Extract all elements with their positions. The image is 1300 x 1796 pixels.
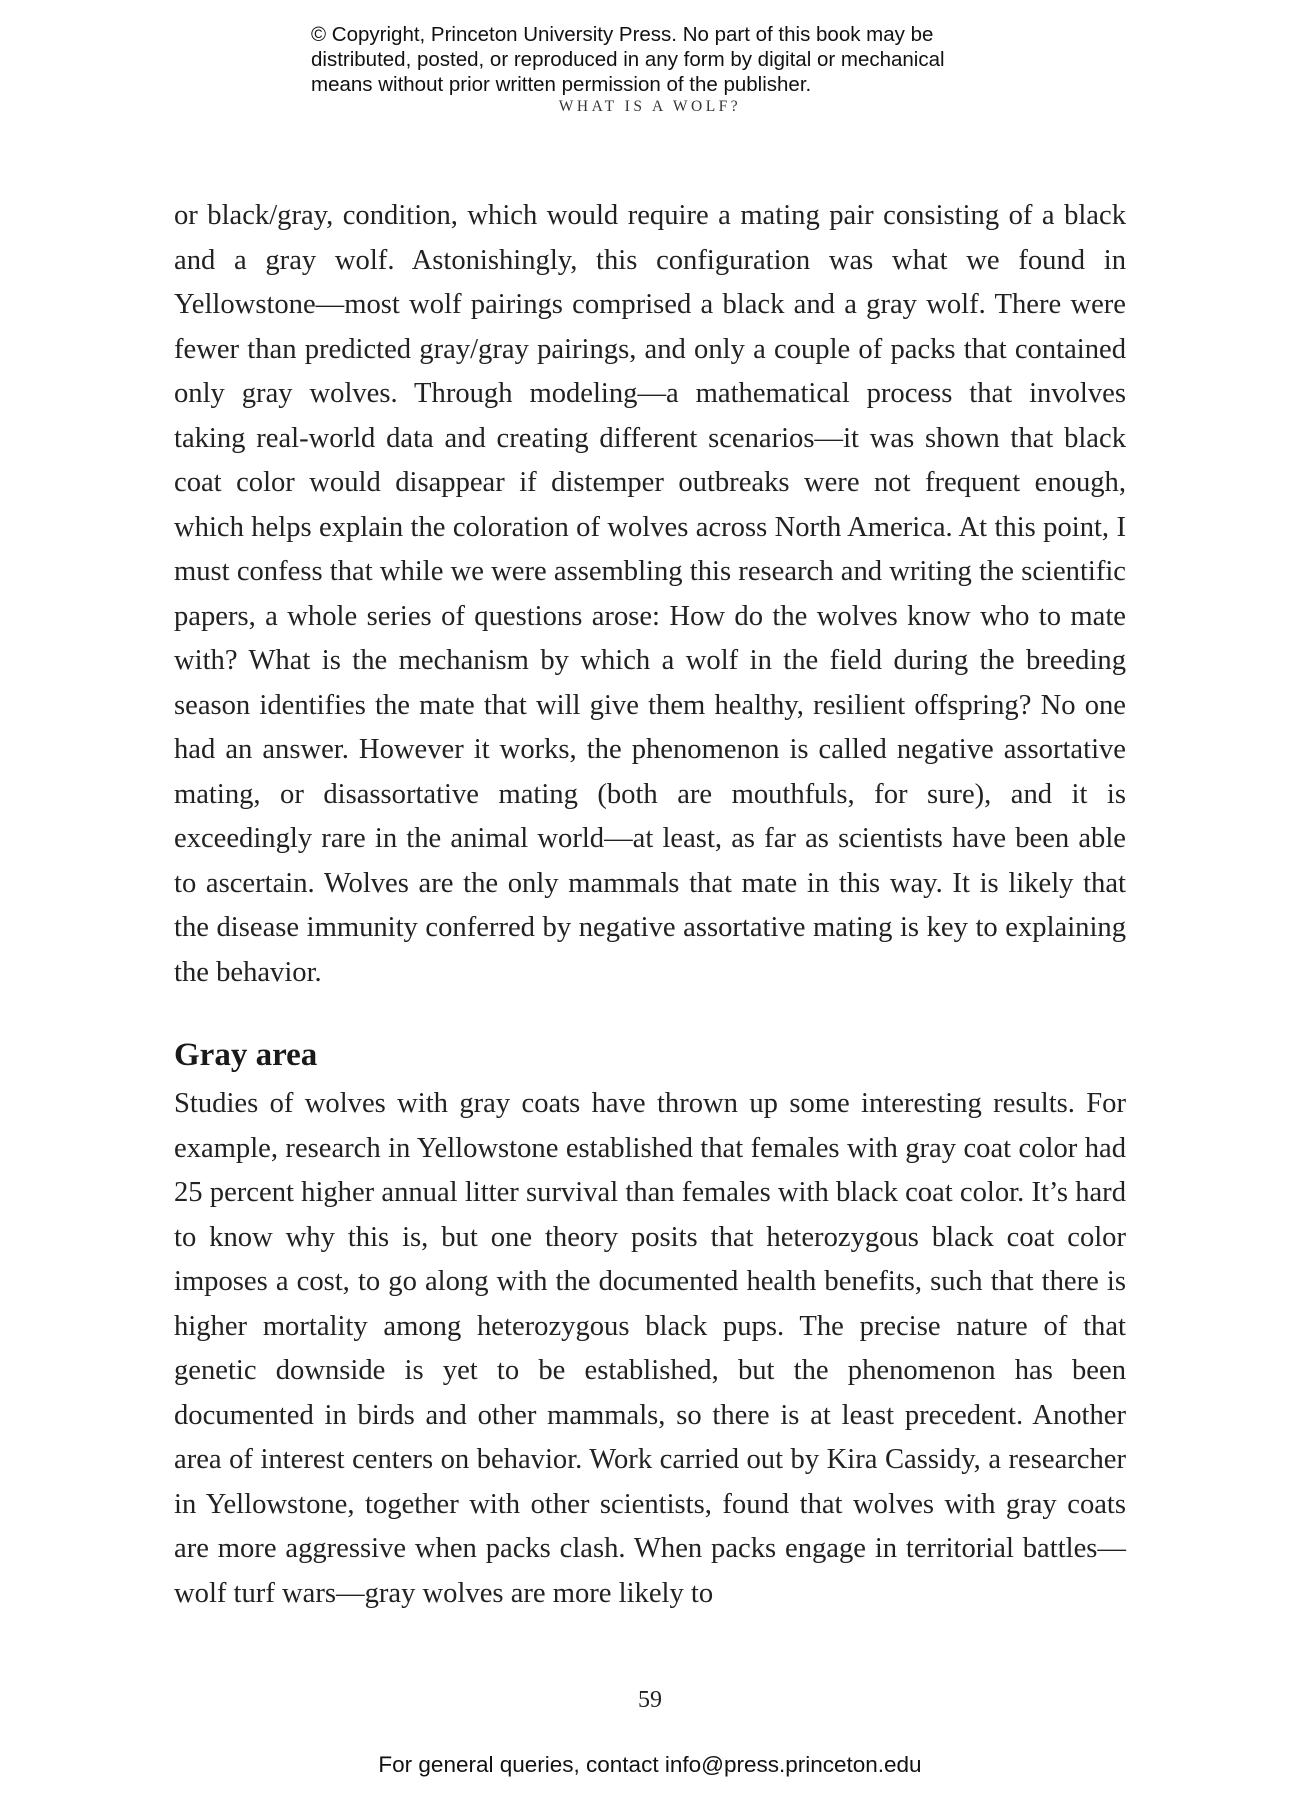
paragraph-text: Studies of wolves with gray coats have thrown up some interesting results. For example, research in Yellowstone established that females with gray coat color had 25 percent higher annual litter survival than females with black coat color. It’s hard to know why this is, but one theory posits that heterozygous black coat color imposes a cost, to go along with the documented health benefits, such that there is higher mortality among heterozygous black pups. The precise nature of that genetic downside is yet to be established, but the phenomenon has been documented in birds and other mammals, so there is at least precedent. Another area of interest centers on behavior. Work carried out by Kira Cassidy, a researcher in Yellowstone, together with other scientists, found that wolves with gray coats are more aggressive when packs clash. When packs engage in territorial battles—wolf turf wars—gray wolves are more likely to <box>174 1088 1126 1609</box>
footer-contact: For general queries, contact info@press.princeton.edu <box>378 1752 922 1777</box>
page-number: 59 <box>638 1687 662 1713</box>
copyright-line: distributed, posted, or reproduced in any form by digital or mechanical <box>311 48 945 71</box>
copyright-line: means without prior written permission of the publisher. <box>311 73 812 96</box>
section-heading: Gray area <box>174 1037 318 1073</box>
body-paragraph <box>174 1082 1126 1616</box>
paragraph-text: or black/gray, condition, which would require a mating pair consisting of a black and a gray wolf. Astonishingly, this configuration was what we found in Yellowstone—most wolf pairings comprised a black and a gray wolf. There were fewer than predicted gray/gray pairings, and only a couple of packs that contained only gray wolves. Through modeling—a mathematical process that involves taking real-world data and creating different scenarios—it was shown that black coat color would disappear if distemper outbreaks were not frequent enough, which helps explain the coloration of wolves across North America. At this point, I must confess that while we were assembling this research and writing the scientific papers, a whole series of questions arose: How do the wolves know who to mate with? What is the mechanism by which a wolf in the field during the breeding season identifies the mate that will give them healthy, resilient offspring? No one had an answer. However it works, the phenomenon is called negative assortative mating, or disassortative mating (both are mouthfuls, for sure), and it is exceedingly rare in the animal world—at least, as far as scientists have been able to ascertain. Wolves are the only mammals that mate in this way. It is likely that the disease immunity conferred by negative assortative mating is key to explaining the behavior. <box>174 200 1126 988</box>
copyright-notice <box>311 22 1071 97</box>
running-head: WHAT IS A WOLF? <box>558 98 742 115</box>
copyright-line: © Copyright, Princeton University Press. No part of this book may be <box>311 23 934 46</box>
body-paragraph <box>174 194 1126 995</box>
